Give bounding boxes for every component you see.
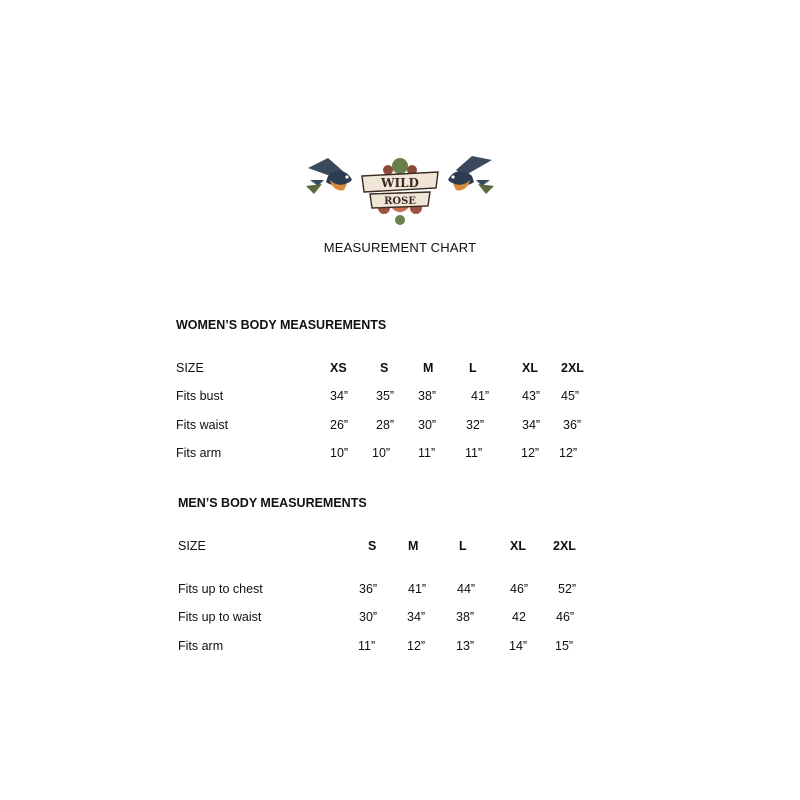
women-size-header: L	[469, 361, 477, 375]
women-cell: 43”	[522, 389, 541, 403]
women-row-label: Fits arm	[176, 446, 222, 460]
women-size-header-label: SIZE	[176, 361, 204, 375]
women-cell: 12”	[521, 446, 540, 460]
women-cell: 11”	[465, 446, 483, 460]
women-cell: 34”	[330, 389, 349, 403]
men-cell: 30”	[359, 610, 378, 624]
women-size-header: M	[423, 361, 434, 375]
men-cell: 36”	[359, 582, 378, 596]
men-cell: 34”	[407, 610, 426, 624]
rose-banner-icon	[362, 158, 438, 225]
women-cell: 11”	[418, 446, 436, 460]
men-cell: 15”	[555, 639, 574, 653]
women-cell: 41”	[471, 389, 490, 403]
men-cell: 13”	[456, 639, 475, 653]
men-cell: 41”	[408, 582, 427, 596]
men-row-label: Fits arm	[178, 639, 224, 653]
women-cell: 45”	[561, 389, 580, 403]
men-size-header: M	[408, 539, 419, 553]
men-cell: 44”	[457, 582, 476, 596]
women-cell: 38”	[418, 389, 437, 403]
men-size-header: XL	[510, 539, 526, 553]
svg-text:WILD: WILD	[381, 176, 419, 190]
men-cell: 38”	[456, 610, 475, 624]
women-row-label: Fits waist	[176, 418, 229, 432]
men-cell: 46”	[510, 582, 529, 596]
women-cell: 35”	[376, 389, 395, 403]
wild-rose-logo	[300, 150, 500, 228]
page-title: MEASUREMENT CHART	[323, 240, 477, 255]
swallow-left-icon	[306, 158, 352, 194]
men-size-header: L	[459, 539, 467, 553]
women-size-header: XS	[330, 361, 347, 375]
men-cell: 11”	[358, 639, 376, 653]
men-cell: 46”	[556, 610, 575, 624]
men-cell: 52”	[558, 582, 577, 596]
women-cell: 30”	[418, 418, 437, 432]
men-row-label: Fits up to chest	[178, 582, 263, 596]
women-cell: 10”	[330, 446, 349, 460]
men-row-label: Fits up to waist	[178, 610, 262, 624]
women-row-label: Fits bust	[176, 389, 224, 403]
women-cell: 32”	[466, 418, 485, 432]
women-section-title: WOMEN’S BODY MEASUREMENTS	[176, 318, 387, 332]
women-cell: 28”	[376, 418, 395, 432]
women-cell: 26”	[330, 418, 349, 432]
men-cell: 42	[512, 610, 526, 624]
men-size-header: S	[368, 539, 377, 553]
women-cell: 12”	[559, 446, 578, 460]
swallow-right-icon	[448, 156, 494, 194]
svg-text:ROSE: ROSE	[384, 196, 416, 207]
men-section-title: MEN’S BODY MEASUREMENTS	[178, 496, 367, 510]
women-size-header: S	[380, 361, 389, 375]
women-cell: 36”	[563, 418, 582, 432]
men-cell: 14”	[509, 639, 528, 653]
men-size-header: 2XL	[553, 539, 576, 553]
women-size-header: 2XL	[561, 361, 584, 375]
women-cell: 10”	[372, 446, 391, 460]
women-size-header: XL	[522, 361, 538, 375]
men-cell: 12”	[407, 639, 426, 653]
men-size-header-label: SIZE	[178, 539, 206, 553]
women-cell: 34”	[522, 418, 541, 432]
